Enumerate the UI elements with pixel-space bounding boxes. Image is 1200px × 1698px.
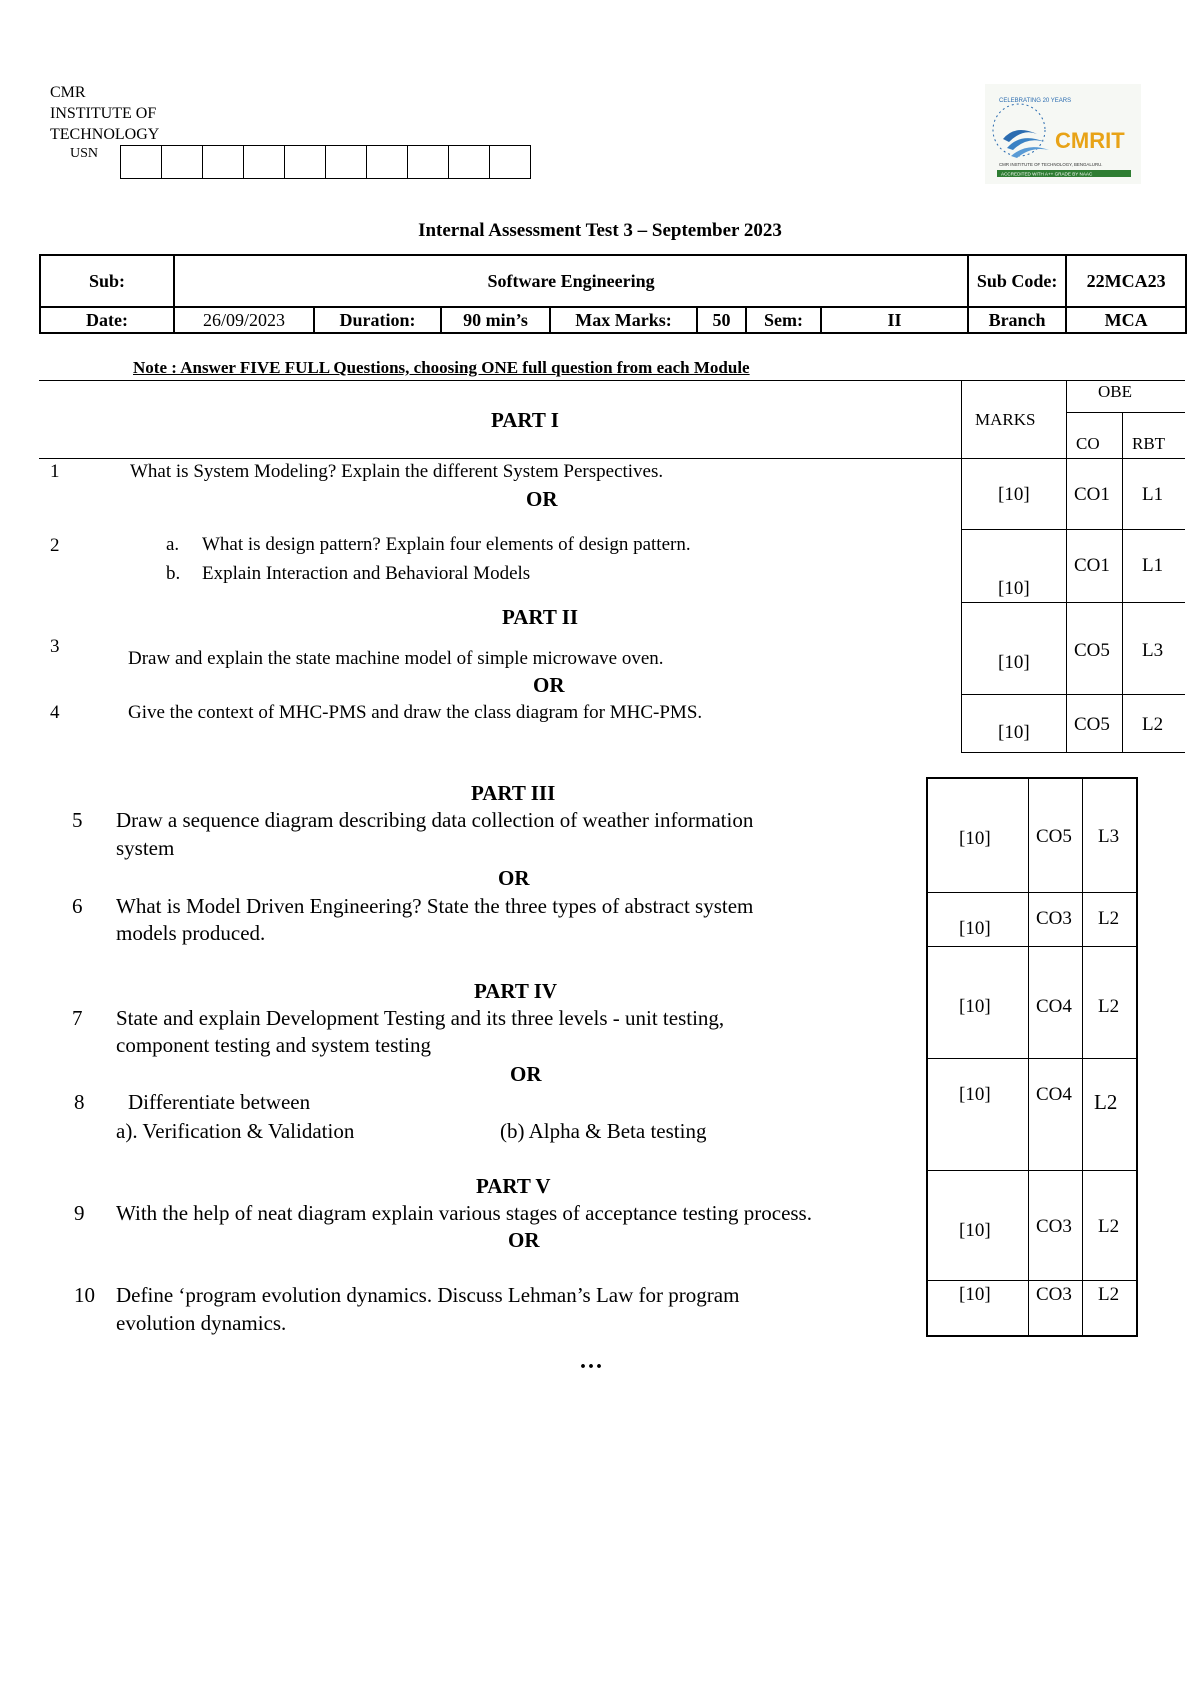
duration-value: 90 min’s [441, 307, 550, 333]
part-3-heading: PART III [471, 781, 556, 805]
rule-co-left [1066, 412, 1067, 752]
question-co: CO3 [1036, 1284, 1072, 1305]
question-text: Differentiate between [128, 1090, 311, 1114]
usn-box[interactable] [285, 145, 326, 179]
sub-code: 22MCA23 [1066, 255, 1186, 307]
question-marks: [10] [959, 1284, 991, 1305]
question-subpart-label: b. [166, 563, 181, 584]
question-number: 2 [50, 535, 60, 556]
usn-boxes [120, 145, 531, 179]
question-number: 6 [72, 894, 83, 918]
question-number: 1 [50, 461, 60, 482]
question-co: CO1 [1074, 484, 1110, 505]
question-marks: [10] [998, 484, 1030, 505]
logo-tagline: CELEBRATING 20 YEARS [999, 98, 1072, 104]
institute-name: CMR INSTITUTE OF TECHNOLOGY [50, 84, 160, 143]
date-value: 26/09/2023 [174, 307, 314, 333]
question-co: CO1 [1074, 555, 1110, 576]
test-title: Internal Assessment Test 3 – September 2023 [418, 220, 782, 241]
usn-box[interactable] [408, 145, 449, 179]
or-separator: OR [510, 1062, 542, 1086]
usn-box[interactable] [367, 145, 408, 179]
rule-q4 [961, 752, 1185, 753]
question-rbt: L2 [1098, 1284, 1120, 1305]
question-text: Give the context of MHC-PMS and draw the class diagram for MHC-PMS. [128, 702, 703, 723]
or-separator: OR [533, 673, 565, 697]
question-rbt: L2 [1094, 1090, 1118, 1114]
rule-box-co [1028, 777, 1029, 1337]
question-co: CO5 [1074, 714, 1110, 735]
question-text: models produced. [116, 921, 266, 945]
question-number: 4 [50, 702, 60, 723]
end-mark: ... [580, 1348, 604, 1374]
question-text: a). Verification & Validation [116, 1119, 355, 1143]
question-text: system [116, 836, 175, 860]
usn-box[interactable] [162, 145, 203, 179]
sub-code-label: Sub Code: [968, 255, 1066, 307]
date-label: Date: [40, 307, 174, 333]
rule-header-bottom [39, 458, 1185, 459]
question-number: 7 [72, 1006, 83, 1030]
rule-marks-left [961, 380, 962, 752]
rule-q2 [961, 602, 1185, 603]
question-text: What is Model Driven Engineering? State the three types of abstract system [116, 894, 754, 918]
question-co: CO3 [1036, 908, 1072, 929]
part-5-heading: PART V [476, 1174, 551, 1198]
question-text: State and explain Development Testing and its three levels - unit testing, [116, 1006, 725, 1030]
question-co: CO4 [1036, 996, 1072, 1017]
rule-top [39, 380, 1185, 381]
question-rbt: L2 [1098, 996, 1120, 1017]
question-text: With the help of neat diagram explain various stages of acceptance testing process. [116, 1201, 812, 1225]
rule-rbt-left [1122, 412, 1123, 752]
max-marks-value: 50 [697, 307, 746, 333]
rule-q7 [926, 1058, 1138, 1059]
question-number: 3 [50, 636, 60, 657]
rule-q9 [926, 1280, 1138, 1281]
sem-label: Sem: [746, 307, 821, 333]
question-marks: [10] [959, 918, 991, 939]
part-2-heading: PART II [502, 605, 579, 629]
duration-label: Duration: [314, 307, 441, 333]
rule-obe [1066, 412, 1185, 413]
cmrit-logo [985, 84, 1141, 184]
usn-box[interactable] [326, 145, 367, 179]
subject-name: Software Engineering [174, 255, 968, 307]
obe-header: OBE [1098, 382, 1132, 401]
or-separator: OR [526, 487, 558, 511]
rule-q8 [926, 1170, 1138, 1171]
part-4-heading: PART IV [474, 979, 558, 1003]
rule-q1 [961, 529, 1185, 530]
marks-header: MARKS [975, 410, 1036, 429]
question-rbt: L2 [1098, 1216, 1120, 1237]
question-text: Draw a sequence diagram describing data collection of weather information [116, 808, 754, 832]
question-rbt: L1 [1142, 555, 1164, 576]
question-text: What is design pattern? Explain four elements of design pattern. [202, 534, 691, 555]
question-number: 9 [74, 1201, 85, 1225]
question-marks: [10] [998, 652, 1030, 673]
question-marks: [10] [959, 828, 991, 849]
part-1-heading: PART I [491, 408, 559, 432]
question-text: Draw and explain the state machine model of simple microwave oven. [128, 648, 664, 669]
question-rbt: L3 [1098, 826, 1120, 847]
sub-label: Sub: [40, 255, 174, 307]
question-marks: [10] [959, 996, 991, 1017]
question-rbt: L3 [1142, 640, 1164, 661]
question-co: CO5 [1036, 826, 1072, 847]
subject-header-table [39, 254, 1187, 334]
sem-value: II [821, 307, 968, 333]
or-separator: OR [508, 1228, 540, 1252]
usn-label: USN [70, 146, 99, 161]
question-text: evolution dynamics. [116, 1311, 287, 1335]
marks-box [926, 777, 1138, 1337]
question-subpart-label: a. [166, 534, 180, 555]
usn-box[interactable] [244, 145, 285, 179]
question-co: CO5 [1074, 640, 1110, 661]
rule-q3 [961, 694, 1185, 695]
or-separator: OR [498, 866, 530, 890]
question-number: 8 [74, 1090, 85, 1114]
rbt-header: RBT [1132, 434, 1166, 453]
question-rbt: L2 [1142, 714, 1164, 735]
question-text: (b) Alpha & Beta testing [500, 1119, 707, 1143]
usn-box[interactable] [203, 145, 244, 179]
logo-brand: CMRIT [1055, 128, 1125, 153]
logo-naac: ACCREDITED WITH A++ GRADE BY NAAC [1001, 171, 1093, 177]
instructions-note: Note : Answer FIVE FULL Questions, choosing ONE full question from each Module [133, 358, 750, 377]
question-marks: [10] [959, 1084, 991, 1105]
logo-subtitle: CMR INSTITUTE OF TECHNOLOGY, BENGALURU. [999, 162, 1103, 167]
rule-q6 [926, 946, 1138, 947]
branch-label: Branch [968, 307, 1066, 333]
usn-box[interactable] [490, 145, 531, 179]
question-marks: [10] [998, 722, 1030, 743]
rule-q5 [926, 892, 1138, 893]
question-number: 10 [74, 1283, 95, 1307]
branch-value: MCA [1066, 307, 1186, 333]
rule-obe-left [1066, 380, 1067, 412]
question-co: CO3 [1036, 1216, 1072, 1237]
question-marks: [10] [959, 1220, 991, 1241]
question-number: 5 [72, 808, 83, 832]
question-co: CO4 [1036, 1084, 1072, 1105]
question-text: What is System Modeling? Explain the different System Perspectives. [130, 461, 664, 482]
question-rbt: L1 [1142, 484, 1164, 505]
question-marks: [10] [998, 578, 1030, 599]
swan-wing-icon [1011, 147, 1049, 158]
question-rbt: L2 [1098, 908, 1120, 929]
max-marks-label: Max Marks: [550, 307, 697, 333]
rule-box-rbt [1082, 777, 1083, 1337]
usn-box[interactable] [449, 145, 490, 179]
co-header: CO [1076, 434, 1100, 453]
question-text: Define ‘program evolution dynamics. Discuss Lehman’s Law for program [116, 1283, 740, 1307]
question-text: Explain Interaction and Behavioral Models [202, 563, 531, 584]
usn-box[interactable] [121, 145, 162, 179]
question-text: component testing and system testing [116, 1033, 431, 1057]
